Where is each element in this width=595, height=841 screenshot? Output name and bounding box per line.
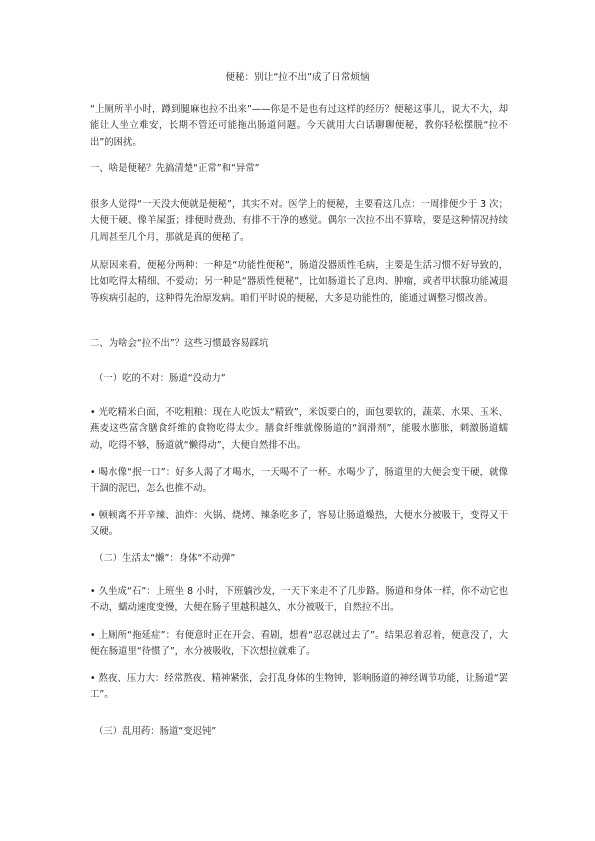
sub1-bullet-1: • 光吃精米白面，不吃粗粮：现在人吃饭太“精致”，米饭要白的，面包要软的，蔬菜、水果、玉米、燕麦这些富含膳食纤维的食物吃得太少。膳食纤维就像肠道的“润滑剂”，能吸水膨胀，刺激肠道蠕动，吃得不够，肠道就“懒得动”，大便自然排不出。 xyxy=(90,407,508,451)
sub1-bullet-2: • 喝水像“抿一口”：好多人渴了才喝水，一天喝不了一杯。水喝少了，肠道里的大便会变干硬，就像干涸的泥巴，怎么也推不动。 xyxy=(90,467,508,495)
intro-paragraph: “上厕所半小时，蹲到腿麻也拉不出来”——你是不是也有过这样的经历？便秘这事儿，说大不大，却能让人坐立难安，长期不管还可能拖出肠道问题。今天就用大白话聊聊便秘，教你轻松摆脱“拉不出”的困扰。 xyxy=(90,104,508,148)
sub2-bullet-3: • 熬夜、压力大：经常熬夜、精神紧张，会打乱身体的生物钟，影响肠道的神经调节功能，让肠道“罢工”。 xyxy=(90,673,508,701)
sub1-heading: （一）吃的不对：肠道“没动力” xyxy=(94,373,226,384)
sub2-bullet-2: • 上厕所“拖延症”：有便意时正在开会、看剧，想着“忍忍就过去了”。结果忍着忍着，便意没了，大便在肠道里“待惯了”，水分被吸收，下次想拉就难了。 xyxy=(90,630,508,658)
sub2-bullet-1: • 久坐成“石”：上班坐 8 小时，下班躺沙发，一天下来走不了几步路。肠道和身体一样，你不动它也不动，蠕动速度变慢，大便在肠子里越积越久，水分被吸干，自然拉不出。 xyxy=(90,586,508,614)
sub2-heading: （二）生活太“懒”：身体“不动弹” xyxy=(94,553,236,564)
document-title: 便秘：别让“拉不出”成了日常烦恼 xyxy=(225,72,370,83)
sub1-bullet-3: • 顿顿离不开辛辣、油炸：火锅、烧烤、辣条吃多了，容易让肠道燥热，大便水分被吸干，变得又干又硬。 xyxy=(90,510,508,538)
section1-heading: 一、啥是便秘？先搞清楚“正常”和“异常” xyxy=(90,163,260,174)
sub3-heading: （三）乱用药：肠道“变迟钝” xyxy=(94,726,217,737)
section1-paragraph-2: 从原因来看，便秘分两种：一种是“功能性便秘”，肠道没器质性毛病，主要是生活习惯不好导致的，比如吃得太精细、不爱动；另一种是“器质性便秘”，比如肠道长了息肉、肿瘤，或者甲状腺功能减退等疾病引起的，这种得先治原发病。咱们平时说的便秘，大多是功能性的，能通过调整习惯改善。 xyxy=(90,260,508,304)
section1-paragraph-1: 很多人觉得“一天没大便就是便秘”，其实不对。医学上的便秘，主要看这几点：一周排便少于 3 次；大便干硬、像羊屎蛋；排便时费劲、有排不干净的感觉。偶尔一次拉不出不算啥，要是这种情况持续几周甚至几个月，那就是真的便秘了。 xyxy=(90,199,508,243)
section2-heading: 二、为啥会“拉不出”？这些习惯最容易踩坑 xyxy=(90,338,269,349)
